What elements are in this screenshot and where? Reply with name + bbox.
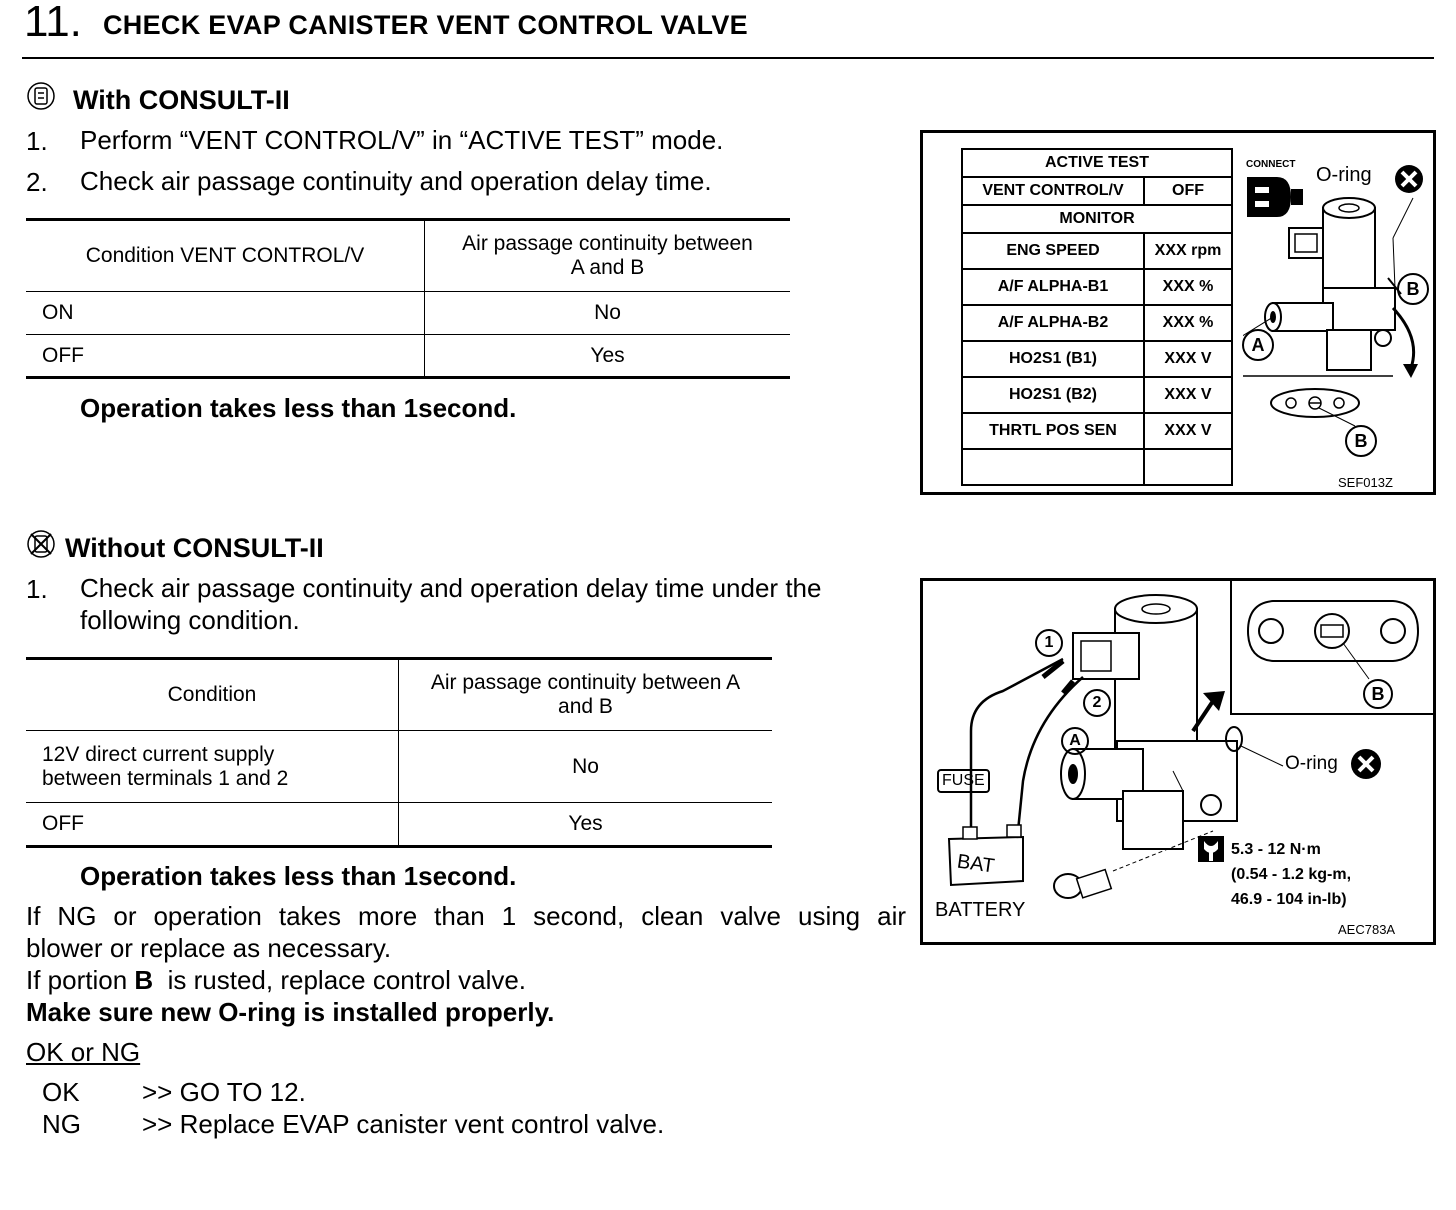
label-b-circle: B: [1397, 273, 1429, 305]
monitor-item: HO2S1 (B2): [962, 377, 1144, 413]
ng-instruction: [26, 900, 906, 964]
table-header-condition: Condition VENT CONTROL/V: [26, 220, 425, 292]
ok-action: >> GO TO 12.: [142, 1077, 306, 1107]
without-consult-heading: Without CONSULT-II: [65, 533, 324, 563]
monitor-item: [962, 449, 1144, 485]
header-line-1: Air passage continuity between: [462, 232, 753, 255]
terminal-1-circle: 1: [1035, 629, 1063, 657]
crossed-circle-icon: [1349, 747, 1383, 781]
monitor-value: XXX %: [1144, 269, 1232, 305]
consult-condition-table: [26, 218, 790, 379]
torque-line-3: 46.9 - 104 in-lb): [1231, 891, 1347, 908]
monitor-value: XXX V: [1144, 377, 1232, 413]
rust-prefix: If portion: [26, 965, 135, 995]
table-cell-result: Yes: [425, 335, 791, 378]
torque-spec: [1231, 837, 1351, 912]
table-header-condition: Condition: [26, 659, 399, 731]
step-2-number: 2.: [26, 167, 48, 197]
step-1-text-line1: Check air passage continuity and operation delay time under the: [80, 573, 822, 603]
step-number: 11.: [24, 0, 82, 46]
table-cell-result: No: [425, 292, 791, 335]
step-1-number: 1.: [26, 126, 48, 156]
table-cell-condition: [26, 731, 399, 803]
step-2-text: Check air passage continuity and operation delay time.: [80, 166, 712, 196]
consult-connected-icon: [25, 80, 57, 112]
monitor-item: A/F ALPHA-B2: [962, 305, 1144, 341]
ok-or-ng-label: OK or NG: [26, 1037, 141, 1067]
table-row: [26, 292, 790, 335]
torque-line-1: 5.3 - 12 N·m: [1231, 841, 1321, 858]
table-cell-condition: OFF: [26, 803, 399, 847]
condition-line-1: 12V direct current supply: [42, 742, 275, 766]
vent-control-label: VENT CONTROL/V: [962, 177, 1144, 205]
fuse-label: FUSE: [937, 769, 990, 793]
monitor-value: XXX V: [1144, 341, 1232, 377]
table-cell-result: No: [399, 731, 773, 803]
step-1-text: Perform “VENT CONTROL/V” in “ACTIVE TEST” mode.: [80, 125, 724, 155]
ok-key: OK: [42, 1077, 80, 1107]
label-b-circle: B: [1363, 679, 1393, 709]
manual-condition-table: [26, 657, 772, 848]
connect-label: CONNECT: [1246, 159, 1296, 170]
monitor-value: XXX rpm: [1144, 233, 1232, 269]
table-cell-condition: OFF: [26, 335, 425, 378]
header-line-2: A and B: [570, 256, 645, 279]
table-row: [26, 803, 772, 847]
monitor-item: HO2S1 (B1): [962, 341, 1144, 377]
battery-test-figure: [920, 578, 1436, 945]
consult-operation-note: Operation takes less than 1second.: [80, 393, 517, 423]
figure-id: SEF013Z: [1338, 475, 1393, 490]
ng-instruction-line-2: blower or replace as necessary.: [26, 933, 392, 963]
table-row: [26, 731, 772, 803]
monitor-item: THRTL POS SEN: [962, 413, 1144, 449]
ng-action: >> Replace EVAP canister vent control valve.: [142, 1109, 665, 1139]
terminal-2-circle: 2: [1083, 689, 1111, 717]
label-b-circle-lower: B: [1345, 425, 1377, 457]
consult-crossed-icon: [25, 528, 57, 560]
rust-portion-label: B: [134, 965, 154, 995]
monitor-label: MONITOR: [962, 205, 1232, 233]
header-line-1: Air passage continuity between A: [430, 671, 741, 694]
condition-line-2: between terminals 1 and 2: [42, 766, 289, 790]
header-rule: [22, 57, 1434, 59]
oring-instruction: Make sure new O-ring is installed properly.: [26, 997, 555, 1027]
step-1-number: 1.: [26, 574, 48, 604]
figure-id: AEC783A: [1338, 922, 1396, 937]
monitor-value: XXX %: [1144, 305, 1232, 341]
header-line-2: and B: [558, 695, 613, 718]
monitor-item: A/F ALPHA-B1: [962, 269, 1144, 305]
label-a-circle: A: [1242, 329, 1274, 361]
table-row: [26, 335, 790, 378]
battery-label: BATTERY: [935, 899, 1026, 921]
table-cell-condition: ON: [26, 292, 425, 335]
torque-line-2: (0.54 - 1.2 kg-m,: [1231, 866, 1352, 883]
ng-instruction-line-1: If NG or operation takes more than 1 second, clean valve using air: [26, 901, 906, 931]
table-header-row: [26, 220, 790, 292]
label-a-circle: A: [1061, 727, 1089, 755]
manual-operation-note: Operation takes less than 1second.: [80, 861, 517, 891]
bat-label: BAT: [955, 850, 996, 878]
rust-suffix: is rusted, replace control valve.: [153, 965, 527, 995]
step-title: CHECK EVAP CANISTER VENT CONTROL VALVE: [103, 10, 748, 40]
ng-key: NG: [42, 1109, 81, 1139]
oring-label: O-ring: [1316, 164, 1372, 186]
monitor-value: [1144, 449, 1232, 485]
monitor-value: XXX V: [1144, 413, 1232, 449]
step-1-text-line2: following condition.: [80, 605, 300, 635]
table-header-continuity: [425, 220, 791, 292]
table-header-continuity: [399, 659, 773, 731]
torque-wrench-icon: [1197, 835, 1225, 863]
active-test-screen: [961, 148, 1233, 486]
rust-instruction: [26, 964, 526, 996]
active-test-title: ACTIVE TEST: [962, 149, 1232, 177]
with-consult-heading: With CONSULT-II: [73, 85, 290, 115]
oring-label: O-ring: [1285, 753, 1338, 774]
table-cell-result: Yes: [399, 803, 773, 847]
vent-control-value: OFF: [1144, 177, 1232, 205]
consult-figure: [920, 130, 1436, 495]
monitor-item: ENG SPEED: [962, 233, 1144, 269]
table-header-row: [26, 659, 772, 731]
